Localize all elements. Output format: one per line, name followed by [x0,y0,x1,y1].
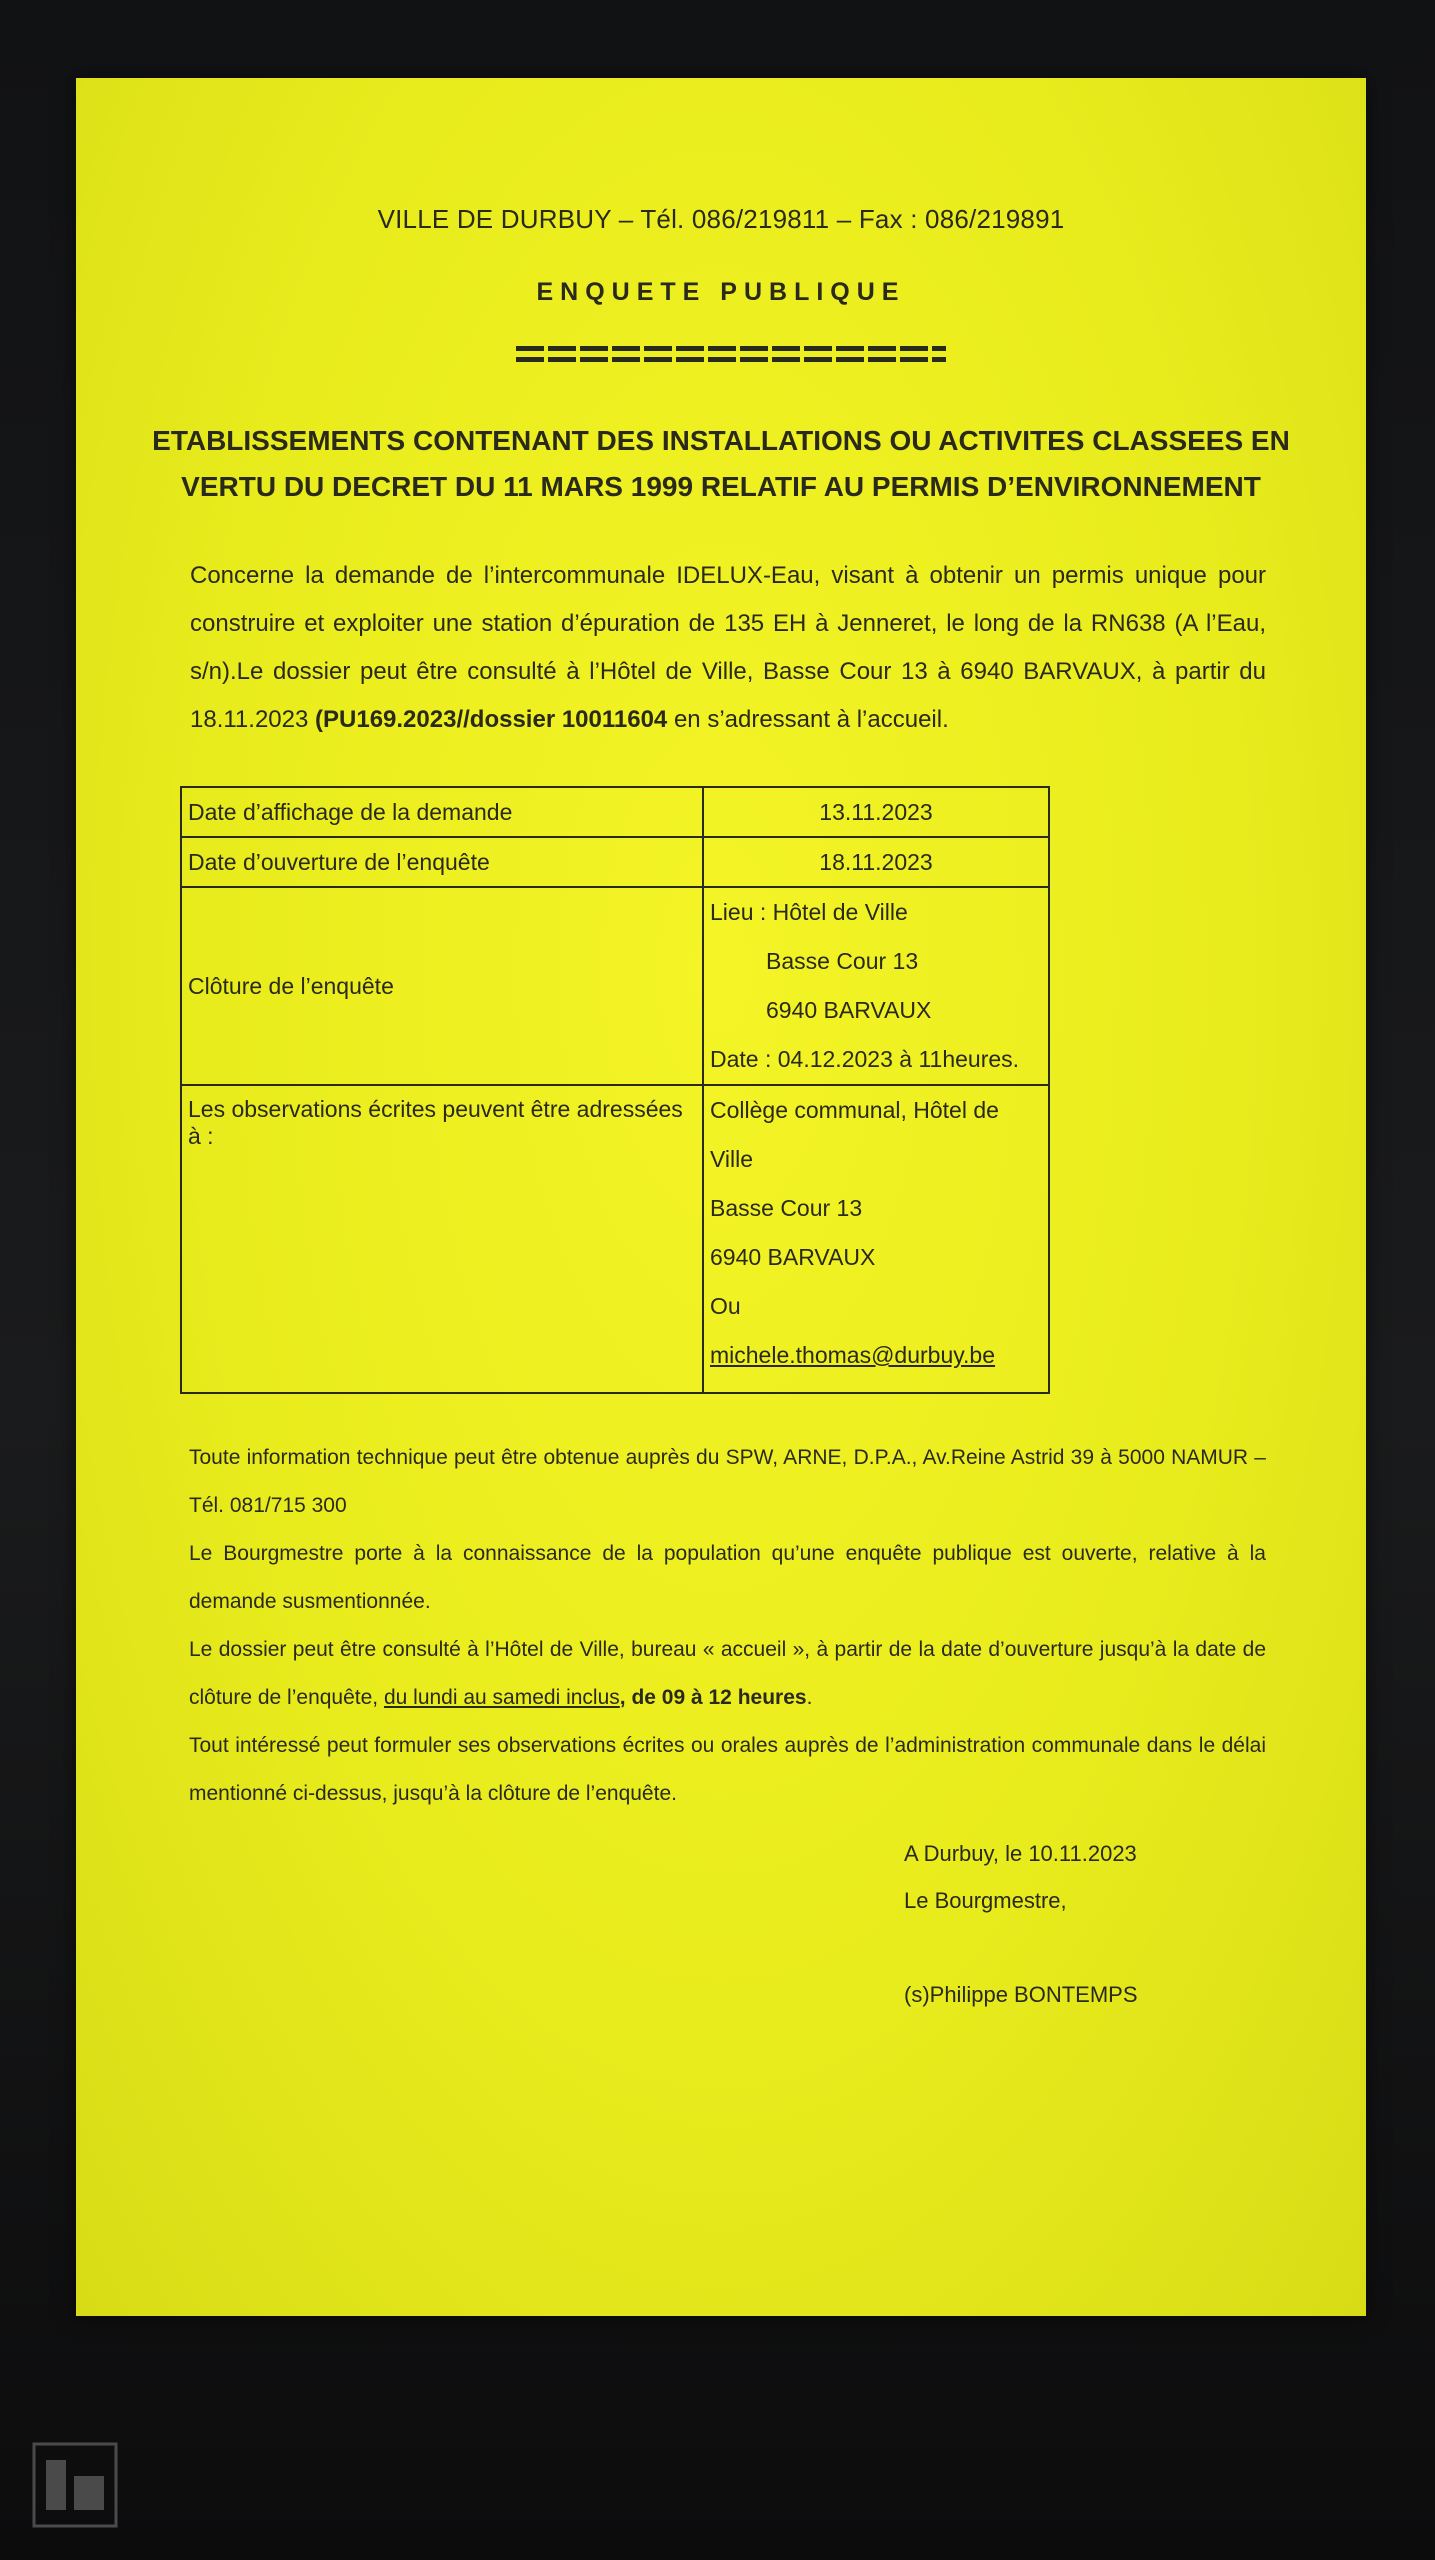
body-paragraph-announcement: Le Bourgmestre porte à la connaissance de la population qu’une enquête publique est ouverte, relative à la demande susmentionnée. [189,1542,1266,1613]
body-text [189,1434,1266,1818]
table-row [181,837,1049,887]
body-paragraph-consultation [189,1626,1266,1722]
main-title-line-1: ETABLISSEMENTS CONTENANT DES INSTALLATIONS OU ACTIVITES CLASSEES EN [152,425,1290,456]
intro-suffix: en s’adressant à l’accueil. [667,706,949,733]
closing-street: Basse Cour 13 [766,948,919,974]
consultation-days: du lundi au samedi inclus [383,1686,620,1709]
signature-name: (s)Philippe BONTEMPS [904,1982,1138,2007]
obs-street: Basse Cour 13 [710,1195,863,1221]
main-title-line-2: VERTU DU DECRET DU 11 MARS 1999 RELATIF AU PERMIS D’ENVIRONNEMENT [181,471,1261,502]
signature-role: Le Bourgmestre, [904,1888,1067,1913]
observations-label: Les observations écrites peuvent être adressées à : [181,1085,703,1393]
obs-city: 6940 BARVAUX [710,1244,876,1270]
notice-type-heading: ENQUETE PUBLIQUE [536,278,906,306]
obs-or: Ou [710,1293,741,1319]
table-row [181,787,1049,837]
intro-paragraph [190,552,1266,744]
consultation-text: Le dossier peut être consulté à l’Hôtel de Ville, bureau « accueil », à partir de la date d’ouverture jusqu’à la date de clôture de l’enquête, [189,1638,1266,1709]
table-row [181,1085,1049,1393]
closing-label: Clôture de l’enquête [181,887,703,1085]
consultation-hours: , de 09 à 12 heures [619,1686,807,1709]
closing-details [703,887,1049,1085]
notice-sheet [76,78,1366,2316]
signature-block [904,1830,1138,2018]
display-date-value: 13.11.2023 [703,787,1049,837]
intro-reference: (PU169.2023//dossier 10011604 [315,706,668,733]
signature-place-date: A Durbuy, le 10.11.2023 [904,1841,1137,1866]
body-paragraph-technical-info: Toute information technique peut être obtenue auprès du SPW, ARNE, D.P.A., Av.Reine Astrid 39 à 5000 NAMUR – Tél. 081/715 300 [189,1446,1266,1517]
closing-city: 6940 BARVAUX [766,997,932,1023]
consultation-end: . [806,1686,813,1709]
schedule-table [180,786,1050,1394]
opening-date-value: 18.11.2023 [703,837,1049,887]
table-row [181,887,1049,1085]
separator-rule [516,346,946,368]
contact-line: VILLE DE DURBUY – Tél. 086/219811 – Fax : 086/219891 [377,204,1065,234]
display-date-label: Date d’affichage de la demande [181,787,703,837]
obs-email-link[interactable]: michele.thomas@durbuy.be [710,1342,996,1368]
intro-text: Concerne la demande de l’intercommunale IDELUX-Eau, visant à obtenir un permis unique pour construire et exploiter une station d’épuration de 135 EH à Jenneret, le long de la RN638 (A l’Eau, s/n).Le dossier peut être consulté à l’Hôtel de Ville, Basse Cour 13 à 6940 BARVAUX, à partir du 18.11.2023 [190,562,1266,733]
display-logo-icon [30,2440,120,2530]
observations-address [703,1085,1049,1393]
closing-date: Date : 04.12.2023 à 11heures. [710,1046,1020,1072]
obs-recipient: Collège communal, Hôtel de Ville [710,1097,999,1172]
body-paragraph-observations: Tout intéressé peut formuler ses observations écrites ou orales auprès de l’administration communale dans le délai mentionné ci-dessus, jusqu’à la clôture de l’enquête. [189,1734,1266,1805]
opening-date-label: Date d’ouverture de l’enquête [181,837,703,887]
closing-place: Lieu : Hôtel de Ville [710,899,908,925]
main-title [136,418,1306,510]
